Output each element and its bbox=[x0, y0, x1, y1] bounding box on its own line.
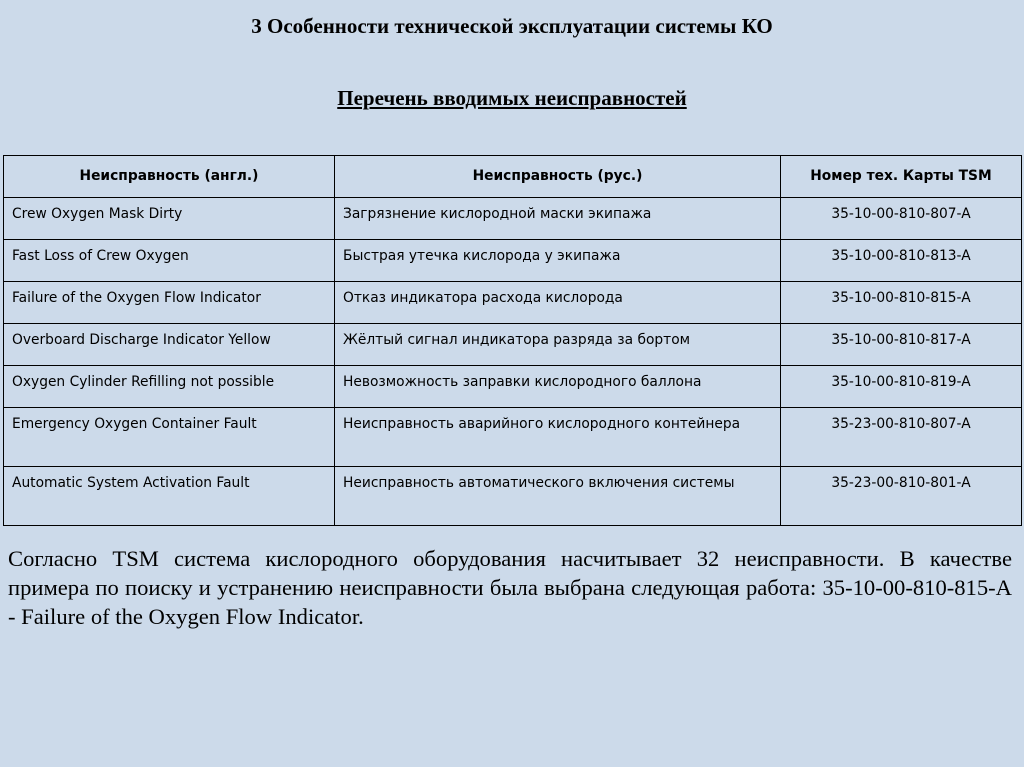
slide-subtitle: Перечень вводимых неисправностей bbox=[337, 86, 687, 110]
fault-ru-cell: Невозможность заправки кислородного баллона bbox=[335, 366, 781, 408]
fault-ru-cell: Загрязнение кислородной маски экипажа bbox=[335, 198, 781, 240]
tsm-card-cell: 35-10-00-810-807-A bbox=[781, 198, 1022, 240]
fault-ru-cell: Жёлтый сигнал индикатора разряда за бортом bbox=[335, 324, 781, 366]
fault-ru-cell: Отказ индикатора расхода кислорода bbox=[335, 282, 781, 324]
table-row bbox=[4, 366, 1022, 408]
table-header-row bbox=[4, 156, 1022, 198]
fault-en-cell: Oxygen Cylinder Refilling not possible bbox=[4, 366, 335, 408]
table-row bbox=[4, 198, 1022, 240]
fault-en-cell: Automatic System Activation Fault bbox=[4, 467, 335, 526]
summary-paragraph: Согласно TSM система кислородного оборудования насчитывает 32 неисправности. В качестве примера по поиску и устранению неисправности была выбрана следующая работа: 35-10-00-810-815-A - Failure of the Oxygen Flow Indicator. bbox=[8, 546, 1012, 629]
tsm-card-cell: 35-23-00-810-801-A bbox=[781, 467, 1022, 526]
tsm-card-cell: 35-23-00-810-807-A bbox=[781, 408, 1022, 467]
tsm-card-cell: 35-10-00-810-815-A bbox=[781, 282, 1022, 324]
fault-en-cell: Overboard Discharge Indicator Yellow bbox=[4, 324, 335, 366]
fault-ru-cell: Быстрая утечка кислорода у экипажа bbox=[335, 240, 781, 282]
header-fault-ru: Неисправность (рус.) bbox=[335, 156, 781, 198]
fault-en-cell: Emergency Oxygen Container Fault bbox=[4, 408, 335, 467]
table-row bbox=[4, 467, 1022, 526]
fault-en-cell: Crew Oxygen Mask Dirty bbox=[4, 198, 335, 240]
slide-title: 3 Особенности технической эксплуатации системы КО bbox=[251, 14, 773, 38]
faults-table bbox=[3, 155, 1022, 526]
table-row bbox=[4, 324, 1022, 366]
fault-ru-cell: Неисправность аварийного кислородного контейнера bbox=[335, 408, 781, 467]
header-fault-en: Неисправность (англ.) bbox=[4, 156, 335, 198]
fault-en-cell: Failure of the Oxygen Flow Indicator bbox=[4, 282, 335, 324]
table-row bbox=[4, 408, 1022, 467]
fault-en-cell: Fast Loss of Crew Oxygen bbox=[4, 240, 335, 282]
table-row bbox=[4, 282, 1022, 324]
fault-ru-cell: Неисправность автоматического включения системы bbox=[335, 467, 781, 526]
tsm-card-cell: 35-10-00-810-819-A bbox=[781, 366, 1022, 408]
tsm-card-cell: 35-10-00-810-813-A bbox=[781, 240, 1022, 282]
table-row bbox=[4, 240, 1022, 282]
header-tsm-card: Номер тех. Карты TSM bbox=[781, 156, 1022, 198]
tsm-card-cell: 35-10-00-810-817-A bbox=[781, 324, 1022, 366]
